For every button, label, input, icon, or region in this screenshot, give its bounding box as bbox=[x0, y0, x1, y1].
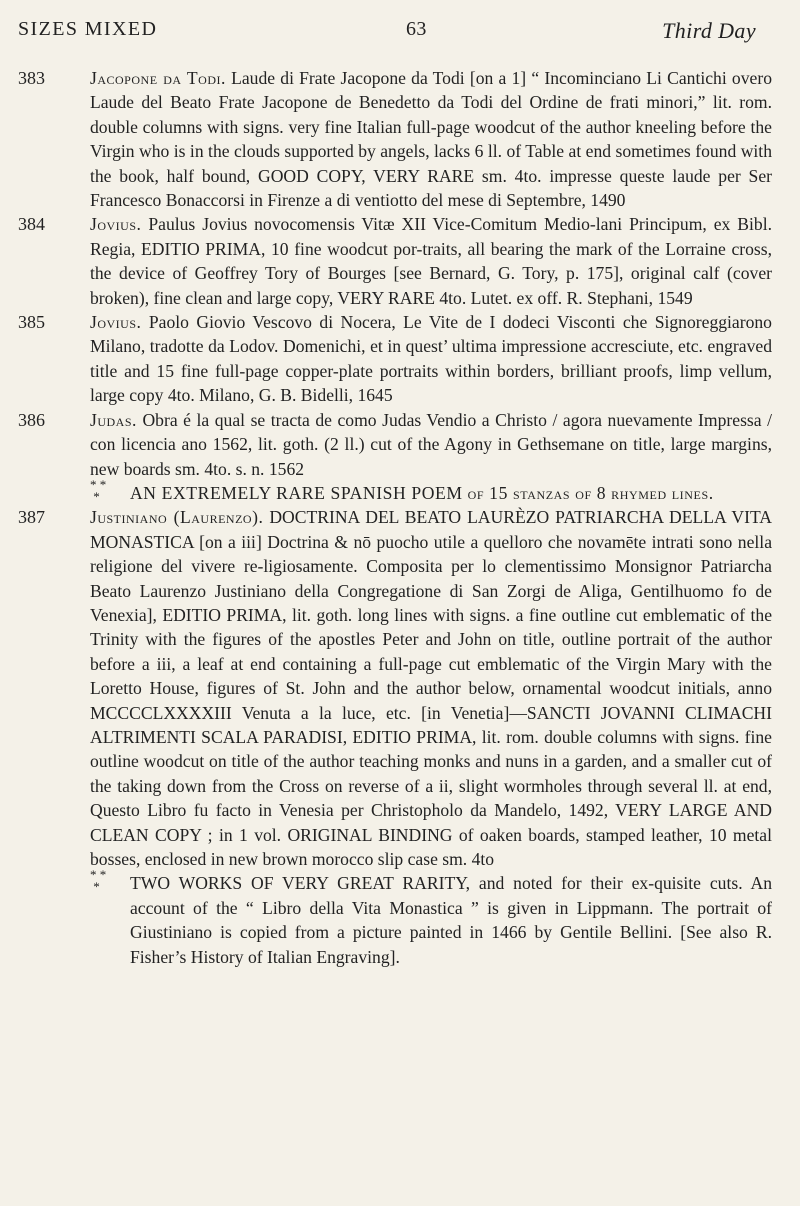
lot-number: 383 bbox=[18, 68, 45, 88]
section-title: SIZES MIXED bbox=[18, 18, 158, 40]
page-number: 63 bbox=[406, 18, 427, 40]
lot-author: Jovius. bbox=[90, 214, 142, 235]
lot-number: 384 bbox=[18, 214, 45, 235]
lot-note-text: TWO WORKS OF VERY GREAT RARITY, and noted for their ex-quisite cuts. An account of the “ Libro della Vita Monastica ” is given in Lippmann. The portrait of Giustiniano is copied from a picture painted in 1466 by Gentile Bellini. [See also R. Fisher’s History of Italian Engraving]. bbox=[130, 873, 772, 967]
lot-entry bbox=[18, 310, 772, 408]
running-head bbox=[18, 18, 756, 44]
lot-author: Jovius. bbox=[90, 312, 142, 333]
lot-author: Judas. bbox=[90, 409, 137, 430]
lot-note bbox=[18, 476, 772, 505]
lot-description: Obra é la qual se tracta de como Judas Vendio a Christo / agora nuevamente Impressa / con licencia ano 1562, lit. goth. (2 ll.) cut of the Agony in Gethsemane on title, large margins, new boards sm. 4to. s. n. 1562 bbox=[90, 409, 772, 479]
lot-number: 386 bbox=[18, 409, 45, 430]
asterism-icon: * * * bbox=[90, 476, 107, 504]
lot-entry bbox=[18, 505, 772, 871]
lot-entry bbox=[18, 408, 772, 481]
lot-description: Laude di Frate Jacopone da Todi [on a 1] “ Incominciano Li Cantichi overo Laude del Beato Frate Jacopone de Benedetto da Todi del Ordine de frati minori,” lit. rom. double columns with signs. very fine Italian full-page woodcut of the author kneeling before the Virgin who is in the clouds supported by angels, lacks 6 ll. of Table at end sometimes found with the book, half bound, GOOD COPY, VERY RARE sm. 4to. impresse queste laude per Ser Francesco Bonaccorsi in Firenze a di ventiotto del mese di Septembre, 1490 bbox=[90, 68, 772, 211]
lot-author: Jacopone da Todi. bbox=[90, 68, 226, 88]
lot-description: Paulus Jovius novocomensis Vitæ XII Vice-Comitum Medio-lani Principum, ex Bibl. Regia, EDITIO PRIMA, 10 fine woodcut por-traits, all bearing the mark of the Lorraine cross, the device of Geoffrey Tory of Bourges [see Bernard, G. Tory, p. 175], original calf (cover broken), fine clean and large copy, VERY RARE 4to. Lutet. ex off. R. Stephani, 1549 bbox=[90, 214, 772, 308]
asterism-icon: * * * bbox=[90, 867, 107, 895]
lot-list bbox=[18, 66, 772, 969]
sale-day: Third Day bbox=[662, 18, 756, 43]
lot-entry bbox=[18, 66, 772, 212]
lot-note bbox=[18, 867, 772, 969]
lot-description: DOCTRINA DEL BEATO LAURÈZO PATRIARCHA DELLA VITA MONASTICA [on a iii] Doctrina & nō puocho utile a quelloro che novamēte intrati sono nella religione del vivere re-ligiosamente. Composita per lo clementissimo Monsignor Patriarcha Beato Laurenzo Justiniano della Congregatione di San Zorgi de Aliga, Gentilhuomo fo de Venexia], EDITIO PRIMA, lit. goth. long lines with signs. a fine outline cut emblematic of the Trinity with the figures of the apostles Peter and John on title, outline portrait of the author before a iii, a leaf at end containing a full-page cut emblematic of the Virgin Mary with the Loretto House, figures of St. John and the author below, ornamental woodcut initials, anno MCCCCLXXXXIII Venuta a la luce, etc. [in Venetia]—SANCTI JOVANNI CLIMACHI ALTRIMENTI SCALA PARADISI, EDITIO PRIMA, lit. rom. double columns with signs. fine outline woodcut on title of the author teaching monks and nuns in a garden, and a smaller cut of the taking down from the Cross on reverse of a ii, slight wormholes through several ll. at end, Questo Libro fu facto in Venesia per Christopholo da Mandelo, 1492, VERY LARGE AND CLEAN COPY ; in 1 vol. ORIGINAL BINDING of oaken boards, stamped leather, 10 metal bosses, enclosed in new brown morocco slip case sm. 4to bbox=[90, 507, 772, 869]
lot-number: 387 bbox=[18, 507, 45, 528]
lot-note-text: AN EXTREMELY RARE SPANISH POEM of 15 stanzas of 8 rhymed lines. bbox=[130, 482, 714, 503]
lot-author: Justiniano (Laurenzo). bbox=[90, 507, 264, 528]
lot-number: 385 bbox=[18, 312, 45, 333]
lot-entry bbox=[18, 212, 772, 310]
lot-description: Paolo Giovio Vescovo di Nocera, Le Vite de I dodeci Visconti che Signoreggiarono Milano, tradotte da Lodov. Domenichi, et in quest’ ultima impressione accresciute, etc. engraved title and 15 fine full-page copper-plate portraits within borders, brilliant proofs, limp vellum, large copy 4to. Milano, G. B. Bidelli, 1645 bbox=[90, 312, 772, 406]
